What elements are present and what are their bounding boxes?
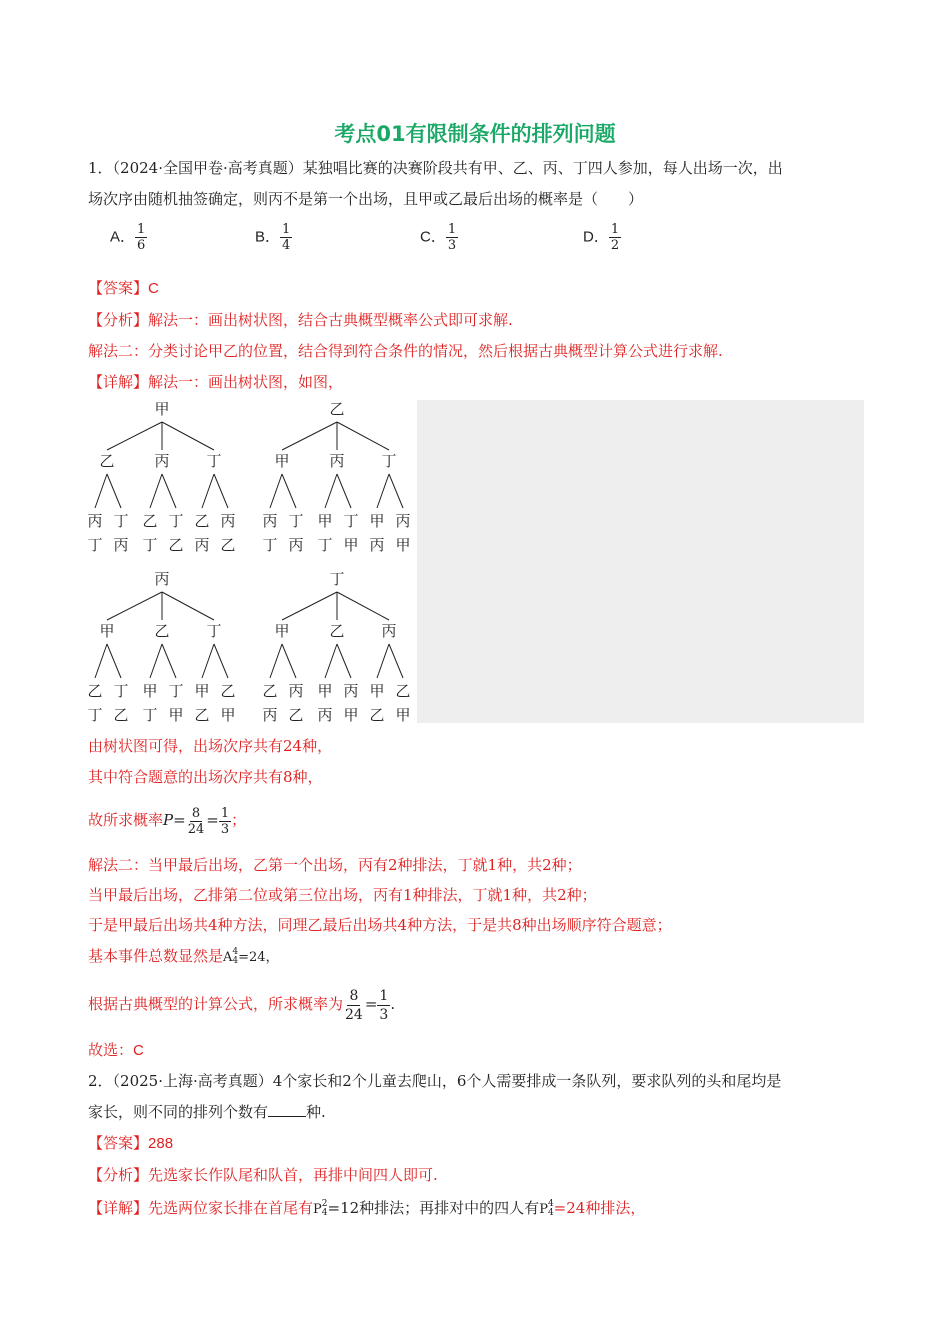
- q2-detail: 【详解】先选两位家长排在首尾有P 2 4 =12种排法；再排对中的四人有P 4 4 =24种排法，: [88, 1199, 646, 1218]
- q1-method2-line4: 基本事件总数显然是A 4 4 =24，: [88, 947, 279, 966]
- q1-tree-conclusion2: 其中符合题意的出场次序共有8种，: [88, 768, 323, 786]
- tree-node: 丙: [154, 452, 170, 470]
- q1-tree-conclusion1: 由树状图可得，出场次序共有24种，: [88, 737, 333, 755]
- tree-branch: [325, 644, 337, 678]
- tree-branch: [282, 644, 296, 678]
- tree-branch: [214, 474, 228, 508]
- tree-leaf: 丁: [113, 682, 129, 700]
- tree-branch: [389, 644, 403, 678]
- tree-branch: [162, 474, 176, 508]
- tree-leaf: 乙: [395, 682, 411, 700]
- tree-branch: [150, 474, 162, 508]
- page-title: 考点01有限制条件的排列问题: [334, 122, 616, 146]
- q1-method2-line1: 解法二：当甲最后出场，乙第一个出场，丙有2种排法，丁就1种，共2种；: [88, 856, 582, 874]
- tree-leaf: 乙: [113, 706, 129, 724]
- image-placeholder: [417, 400, 864, 723]
- tree-root: 丙: [154, 570, 170, 588]
- tree-leaf: 丙: [395, 512, 411, 530]
- tree-leaf: 甲: [168, 706, 184, 724]
- tree-leaf: 甲: [369, 682, 385, 700]
- tree-branch: [337, 592, 389, 620]
- tree-branch: [214, 644, 228, 678]
- tree-leaf: 丁: [343, 512, 359, 530]
- tree-leaf: 乙: [288, 706, 304, 724]
- tree-node: 丁: [381, 452, 397, 470]
- tree-branch: [282, 474, 296, 508]
- q1-detail1: 【详解】解法一：画出树状图，如图，: [88, 373, 344, 391]
- tree-leaf: 丁: [168, 682, 184, 700]
- tree-node: 丙: [381, 622, 397, 640]
- tree-branch: [377, 474, 389, 508]
- tree-leaf: 丙: [113, 536, 129, 554]
- tree-leaf: 乙: [194, 706, 210, 724]
- tree-branch: [107, 422, 162, 450]
- tree-branch: [389, 474, 403, 508]
- q1-option-a: A． $\frac{1}{6}$: [110, 222, 146, 253]
- tree-leaf: 乙: [168, 536, 184, 554]
- q1-stem-text1: 某独唱比赛的决赛阶段共有甲、乙、丙、丁四人参加，每人出场一次，出: [302, 159, 783, 177]
- tree-node: 甲: [274, 452, 290, 470]
- tree-leaf: 丁: [288, 512, 304, 530]
- tree-leaf: 丁: [87, 536, 103, 554]
- tree-node: 丁: [206, 622, 222, 640]
- q1-option-d: D． $\frac{1}{2}$: [583, 222, 620, 253]
- tree-leaf: 丙: [87, 512, 103, 530]
- tree-leaf: 甲: [194, 682, 210, 700]
- q1-stem-line1: [88, 158, 783, 178]
- tree-leaf: 乙: [369, 706, 385, 724]
- q1-source: （2024·全国甲卷·高考真题）: [112, 159, 303, 177]
- q1-analysis2: 解法二：分类讨论甲乙的位置，结合得到符合条件的情况，然后根据古典概型计算公式进行求解.: [88, 342, 723, 360]
- tree-leaf: 丁: [87, 706, 103, 724]
- tree-leaf: 甲: [317, 682, 333, 700]
- tree-leaf: 丁: [317, 536, 333, 554]
- tree-leaf: 乙: [220, 536, 236, 554]
- tree-node: 乙: [154, 622, 170, 640]
- tree-leaf: 甲: [395, 536, 411, 554]
- tree-branch: [150, 644, 162, 678]
- tree-leaf: 甲: [142, 682, 158, 700]
- tree-leaf: 丙: [220, 512, 236, 530]
- q2-answer: 【答案】288: [88, 1134, 174, 1152]
- tree-root: 丁: [329, 570, 345, 588]
- tree-leaf: 丙: [343, 682, 359, 700]
- tree-branch: [325, 474, 337, 508]
- tree-root: 甲: [154, 400, 170, 418]
- tree-leaf: 甲: [343, 706, 359, 724]
- tree-node: 乙: [99, 452, 115, 470]
- tree-node: 甲: [274, 622, 290, 640]
- tree-leaf: 丁: [113, 512, 129, 530]
- tree-leaf: 乙: [194, 512, 210, 530]
- tree-leaf: 乙: [142, 512, 158, 530]
- tree-branch: [270, 474, 282, 508]
- q1-final: 故选：C: [88, 1041, 144, 1059]
- tree-leaf: 丙: [288, 536, 304, 554]
- tree-branch: [107, 592, 162, 620]
- tree-branch: [95, 644, 107, 678]
- q1-answer: 【答案】C: [88, 279, 159, 297]
- tree-node: 甲: [99, 622, 115, 640]
- tree-branch: [162, 422, 214, 450]
- tree-leaf: 甲: [317, 512, 333, 530]
- tree-branch: [202, 474, 214, 508]
- tree-branch: [377, 644, 389, 678]
- tree-leaf: 丁: [142, 706, 158, 724]
- q2-stem-line1: 2．（2025·上海·高考真题）4个家长和2个儿童去爬山，6个人需要排成一条队列，要求队列的头和尾均是: [88, 1072, 782, 1090]
- q1-option-b: B． $\frac{1}{4}$: [255, 222, 291, 253]
- q1-stem-line2: 场次序由随机抽签确定，则丙不是第一个出场，且甲或乙最后出场的概率是（ ）: [88, 190, 644, 208]
- tree-leaf: 甲: [343, 536, 359, 554]
- tree-leaf: 丙: [369, 536, 385, 554]
- tree-diagram: [80, 396, 420, 726]
- tree-leaf: 丙: [262, 512, 278, 530]
- tree-branch: [337, 474, 351, 508]
- tree-node: 丙: [329, 452, 345, 470]
- tree-branch: [162, 592, 214, 620]
- tree-root: 乙: [329, 400, 345, 418]
- q1-method2-line3: 于是甲最后出场共4种方法，同理乙最后出场共4种方法，于是共8种出场顺序符合题意；: [88, 916, 672, 934]
- q2-stem-line2: 家长，则不同的排列个数有 种.: [88, 1103, 326, 1121]
- tree-branch: [337, 644, 351, 678]
- tree-branch: [270, 644, 282, 678]
- tree-leaf: 乙: [262, 682, 278, 700]
- q1-option-c: C． $\frac{1}{3}$: [420, 222, 457, 253]
- q2-source: （2025·上海·高考真题）: [112, 1072, 273, 1090]
- tree-node: 丁: [206, 452, 222, 470]
- q1-number: 1．: [88, 159, 113, 177]
- tree-branch: [282, 422, 337, 450]
- tree-branch: [202, 644, 214, 678]
- tree-leaf: 丙: [194, 536, 210, 554]
- tree-leaf: 甲: [369, 512, 385, 530]
- tree-branch: [162, 644, 176, 678]
- tree-branch: [337, 422, 389, 450]
- answer-blank: [268, 1102, 306, 1117]
- tree-leaf: 丙: [288, 682, 304, 700]
- tree-leaf: 甲: [220, 706, 236, 724]
- tree-branch: [95, 474, 107, 508]
- q1-probability: 故所求概率P= $\frac{8}{24}$ = $\frac{1}{3}$ ；: [88, 805, 247, 837]
- q1-method2-line2: 当甲最后出场，乙排第二位或第三位出场，丙有1种排法，丁就1种，共2种；: [88, 886, 597, 904]
- q2-analysis: 【分析】先选家长作队尾和队首，再排中间四人即可.: [88, 1166, 438, 1184]
- tree-leaf: 乙: [87, 682, 103, 700]
- tree-leaf: 丁: [142, 536, 158, 554]
- q1-method2-line5: 根据古典概型的计算公式，所求概率为 $\frac{8}{24}$ = $\frac{1}{3}$ .: [88, 987, 396, 1023]
- q2-number: 2．: [88, 1072, 113, 1090]
- tree-leaf: 丁: [168, 512, 184, 530]
- q1-analysis1: 【分析】解法一：画出树状图，结合古典概型概率公式即可求解.: [88, 311, 513, 329]
- tree-leaf: 丙: [317, 706, 333, 724]
- tree-branch: [107, 644, 121, 678]
- tree-leaf: 甲: [395, 706, 411, 724]
- tree-node: 乙: [329, 622, 345, 640]
- tree-branch: [282, 592, 337, 620]
- tree-leaf: 乙: [220, 682, 236, 700]
- tree-leaf: 丙: [262, 706, 278, 724]
- tree-branch: [107, 474, 121, 508]
- tree-leaf: 丁: [262, 536, 278, 554]
